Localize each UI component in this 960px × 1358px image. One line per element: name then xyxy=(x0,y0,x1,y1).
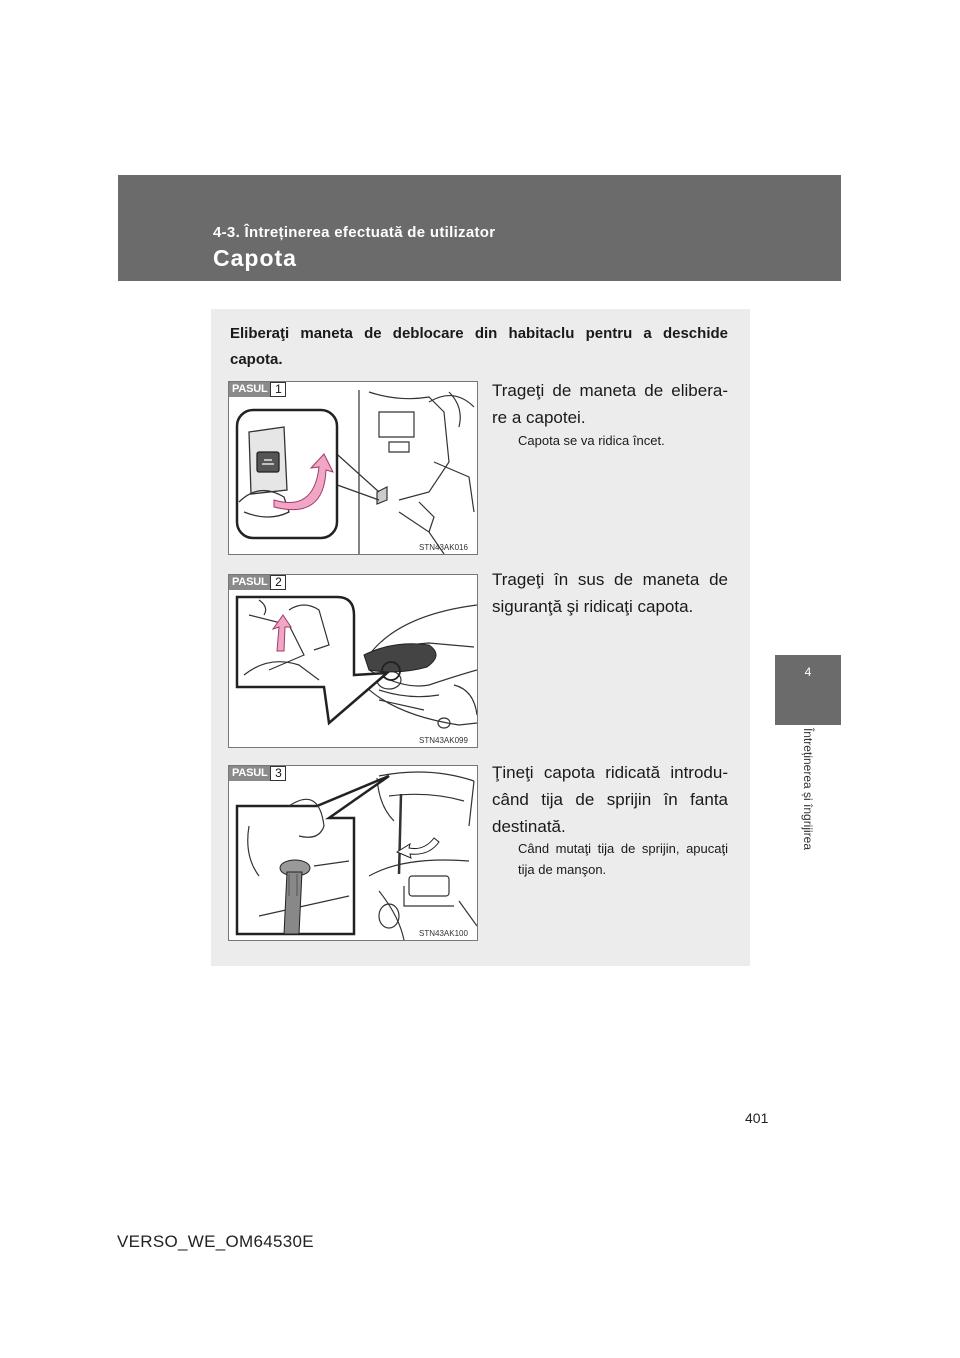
step-3-image-code: STN43AK100 xyxy=(419,929,468,938)
document-code: VERSO_WE_OM64530E xyxy=(117,1232,314,1251)
step-1-image-code: STN43AK016 xyxy=(419,543,468,552)
step-3-illustration xyxy=(228,765,478,941)
chapter-tab xyxy=(775,655,841,725)
step-1-label: PASUL xyxy=(229,382,270,397)
step-1-badge xyxy=(229,382,286,397)
step-3-note: Când mutaţi tija de sprijin, apucaţi tija de manşon. xyxy=(518,841,728,877)
chapter-number: 4 xyxy=(804,665,812,679)
step-3-badge xyxy=(229,766,286,781)
intro-text: Eliberaţi maneta de deblocare din habitaclu pentru a deschide capota. xyxy=(230,325,728,368)
step-2-instruction: Trageţi în sus de maneta de siguranţă şi ridicaţi capota. xyxy=(492,570,728,616)
step-1-note: Capota se va ridica încet. xyxy=(518,433,665,448)
step-2-image-code: STN43AK099 xyxy=(419,736,468,745)
page-title: Capota xyxy=(213,245,297,271)
step-3-number: 3 xyxy=(270,766,286,781)
step-2-number: 2 xyxy=(270,575,286,590)
step-2-label: PASUL xyxy=(229,575,270,590)
step-2-illustration xyxy=(228,574,478,748)
safety-catch-drawing xyxy=(229,575,477,747)
step-1-instruction: Trageţi de maneta de elibera-re a capotei. xyxy=(492,381,728,427)
step-1-number: 1 xyxy=(270,382,286,397)
header-bar xyxy=(118,175,841,281)
content-box xyxy=(211,309,750,966)
hood-release-lever-drawing xyxy=(229,382,477,554)
step-2-badge xyxy=(229,575,286,590)
page-number: 401 xyxy=(745,1110,769,1126)
step-3-label: PASUL xyxy=(229,766,270,781)
section-title: 4-3. Întreținerea efectuată de utilizator xyxy=(213,224,496,241)
support-rod-drawing xyxy=(229,766,477,940)
chapter-label: Întreținerea și îngrijirea xyxy=(801,727,815,851)
step-1-illustration xyxy=(228,381,478,555)
step-3-instruction: Ţineţi capota ridicată introdu-când tija de sprijin în fanta destinată. xyxy=(492,763,728,836)
